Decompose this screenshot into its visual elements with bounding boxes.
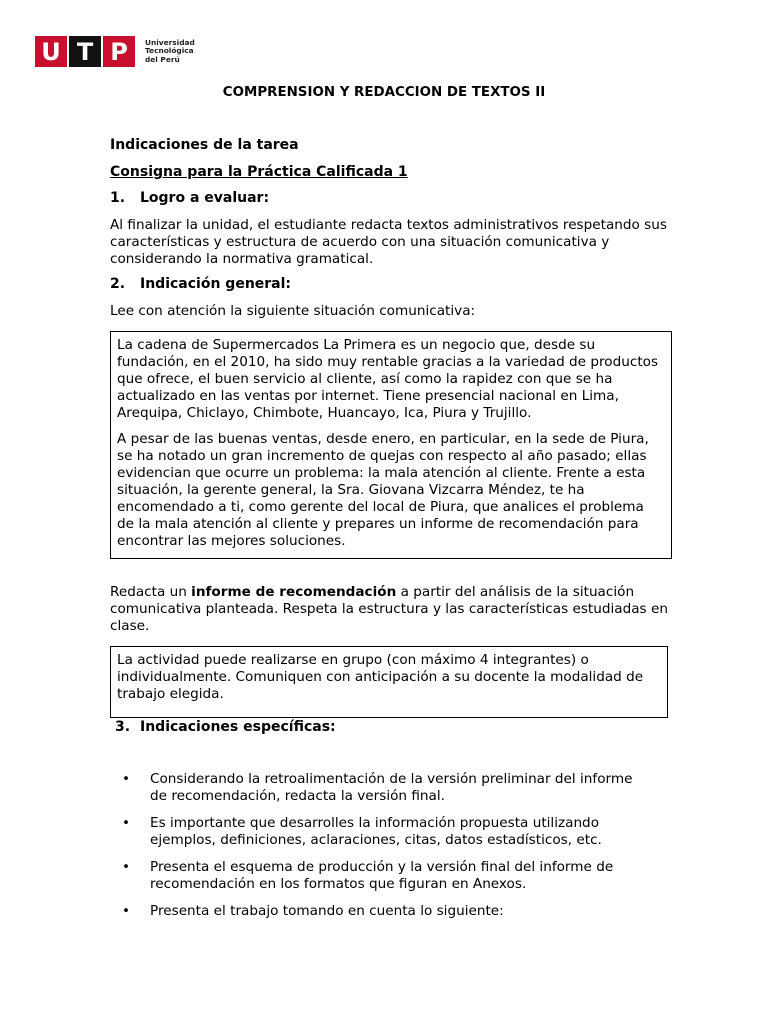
- bullet-icon: •: [122, 903, 131, 919]
- redacta-paragraph: [110, 584, 670, 635]
- logo-text-line: Tecnológica: [145, 46, 194, 56]
- document-title: COMPRENSION Y REDACCION DE TEXTOS II: [222, 85, 546, 100]
- lee-paragraph: Lee con atención la siguiente situación comunicativa:: [110, 303, 476, 319]
- list-item-text: Presenta el esquema de producción y la versión final del informe de recomendación en los formatos que figuran en Anexos.: [150, 859, 614, 892]
- actividad-box: [110, 646, 668, 718]
- list-item-text: Es importante que desarrolles la información propuesta utilizando ejemplos, definiciones, aclaraciones, citas, datos estadísticos, etc.: [150, 815, 602, 848]
- logo-mark: [35, 36, 137, 67]
- redacta-pre: Redacta un: [110, 584, 192, 600]
- section-3-heading: [110, 719, 670, 736]
- list-item-text: Considerando la retroalimentación de la versión preliminar del informe de recomendación, redacta la versión final.: [150, 771, 633, 804]
- list-item: [104, 903, 652, 920]
- section-2-title: Indicación general:: [140, 276, 292, 292]
- list-item-text: Presenta el trabajo tomando en cuenta lo siguiente:: [150, 903, 504, 919]
- section-1-heading: [110, 190, 670, 207]
- list-item: [104, 815, 652, 849]
- bullet-icon: •: [122, 859, 131, 875]
- section-1-number: 1.: [110, 190, 126, 206]
- section-3-title: Indicaciones específicas:: [140, 719, 336, 735]
- logro-paragraph: Al finalizar la unidad, el estudiante redacta textos administrativos respetando sus características y estructura de acuerdo con una situación comunicativa y considerando la normativa gramatical.: [110, 217, 667, 267]
- section-3-number: 3.: [115, 719, 131, 735]
- situation-box: [110, 331, 672, 559]
- indicaciones-heading: Indicaciones de la tarea: [110, 137, 299, 153]
- list-item: [104, 771, 652, 805]
- redacta-post: a partir del análisis de la situación comunicativa planteada. Respeta la estructura y las características estudiadas en clase.: [110, 584, 668, 634]
- section-2-heading: [110, 276, 670, 293]
- consigna-heading: Consigna para la Práctica Calificada 1: [110, 164, 408, 180]
- logo-letter-t: T: [69, 36, 101, 67]
- situation-paragraph-2: A pesar de las buenas ventas, desde enero, en particular, en la sede de Piura, se ha notado un gran incremento de quejas con respecto al año pasado; ellas evidencian que ocurre un problema: la mala atención al cliente. Frente a esta situación, la gerente general, la Sra. Giovana Vizcarra Méndez, te ha encomendado a ti, como gerente del local de Piura, que analices el problema de la mala atención al cliente y prepares un informe de recomendación para encontrar las mejores soluciones.: [117, 431, 649, 549]
- redacta-bold: informe de recomendación: [191, 584, 397, 600]
- actividad-paragraph: La actividad puede realizarse en grupo (con máximo 4 integrantes) o individualmente. Comuniquen con anticipación a su docente la modalidad de trabajo elegida.: [117, 652, 644, 702]
- list-item: [104, 859, 652, 893]
- logo-letter-u: U: [35, 36, 67, 67]
- specific-list: [104, 771, 652, 920]
- bullet-icon: •: [122, 815, 131, 831]
- bullet-icon: •: [122, 771, 131, 787]
- logo-text-line: Universidad: [145, 37, 195, 47]
- section-2-number: 2.: [110, 276, 126, 292]
- logo-text-line: del Perú: [145, 54, 180, 64]
- situation-paragraph-1: La cadena de Supermercados La Primera es un negocio que, desde su fundación, en el 2010, ha sido muy rentable gracias a la variedad de productos que ofrece, el buen servicio al cliente, así como la rapidez con que se ha actualizado en las ventas por internet. Tiene presencial nacional en Lima, Arequipa, Chiclayo, Chimbote, Huancayo, Ica, Piura y Trujillo.: [117, 337, 659, 421]
- document-body: [110, 136, 670, 920]
- utp-logo: [35, 36, 195, 67]
- logo-letter-p: P: [103, 36, 135, 67]
- section-1-title: Logro a evaluar:: [140, 190, 270, 206]
- logo-text: [145, 39, 195, 64]
